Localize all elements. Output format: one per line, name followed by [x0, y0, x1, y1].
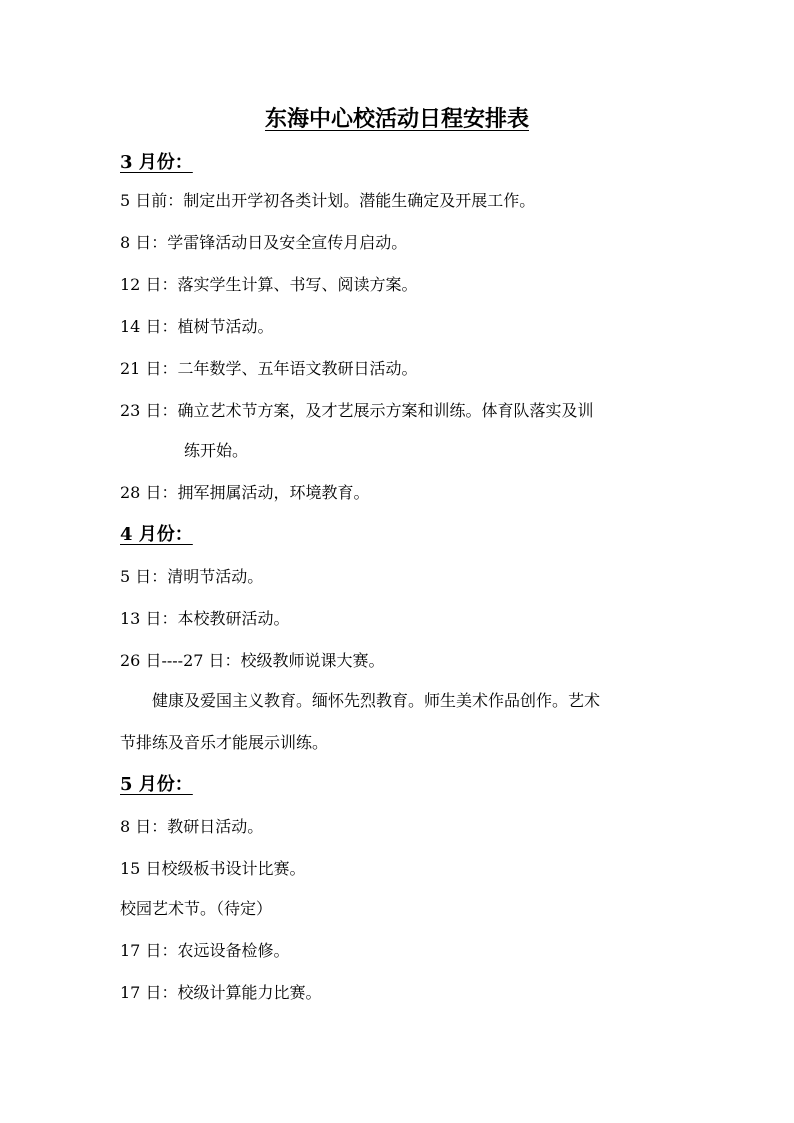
schedule-item: 26 日----27 日：校级教师说课大赛。 [120, 651, 385, 670]
month-heading-may: 5 月份： [120, 774, 193, 795]
schedule-item: 23 日：确立艺术节方案，及才艺展示方案和训练。体育队落实及训 [120, 401, 594, 420]
schedule-item: 15 日校级板书设计比赛。 [120, 859, 306, 878]
schedule-item: 12 日：落实学生计算、书写、阅读方案。 [120, 275, 418, 294]
schedule-paragraph: 健康及爱国主义教育。缅怀先烈教育。师生美术作品创作。艺术 [152, 691, 601, 710]
document-title-text: 东海中心校活动日程安排表 [264, 106, 529, 132]
schedule-paragraph-continuation: 节排练及音乐才能展示训练。 [120, 733, 329, 752]
schedule-item: 13 日：本校教研活动。 [120, 609, 290, 628]
schedule-item: 8 日：学雷锋活动日及安全宣传月启动。 [120, 233, 408, 252]
schedule-item: 17 日：农远设备检修。 [120, 941, 290, 960]
document-title [0, 104, 794, 134]
month-heading-april: 4 月份： [120, 524, 193, 545]
schedule-item: 21 日：二年数学、五年语文教研日活动。 [120, 359, 418, 378]
schedule-item: 14 日：植树节活动。 [120, 317, 274, 336]
schedule-item: 28 日：拥军拥属活动，环境教育。 [120, 483, 370, 502]
schedule-item: 5 日：清明节活动。 [120, 567, 264, 586]
schedule-item: 8 日：教研日活动。 [120, 817, 264, 836]
schedule-item-continuation: 练开始。 [184, 441, 249, 460]
schedule-item: 17 日：校级计算能力比赛。 [120, 983, 322, 1002]
month-heading-march: 3 月份： [120, 152, 193, 173]
schedule-item: 校园艺术节。（待定） [120, 899, 273, 918]
schedule-item: 5 日前：制定出开学初各类计划。潜能生确定及开展工作。 [120, 191, 536, 210]
